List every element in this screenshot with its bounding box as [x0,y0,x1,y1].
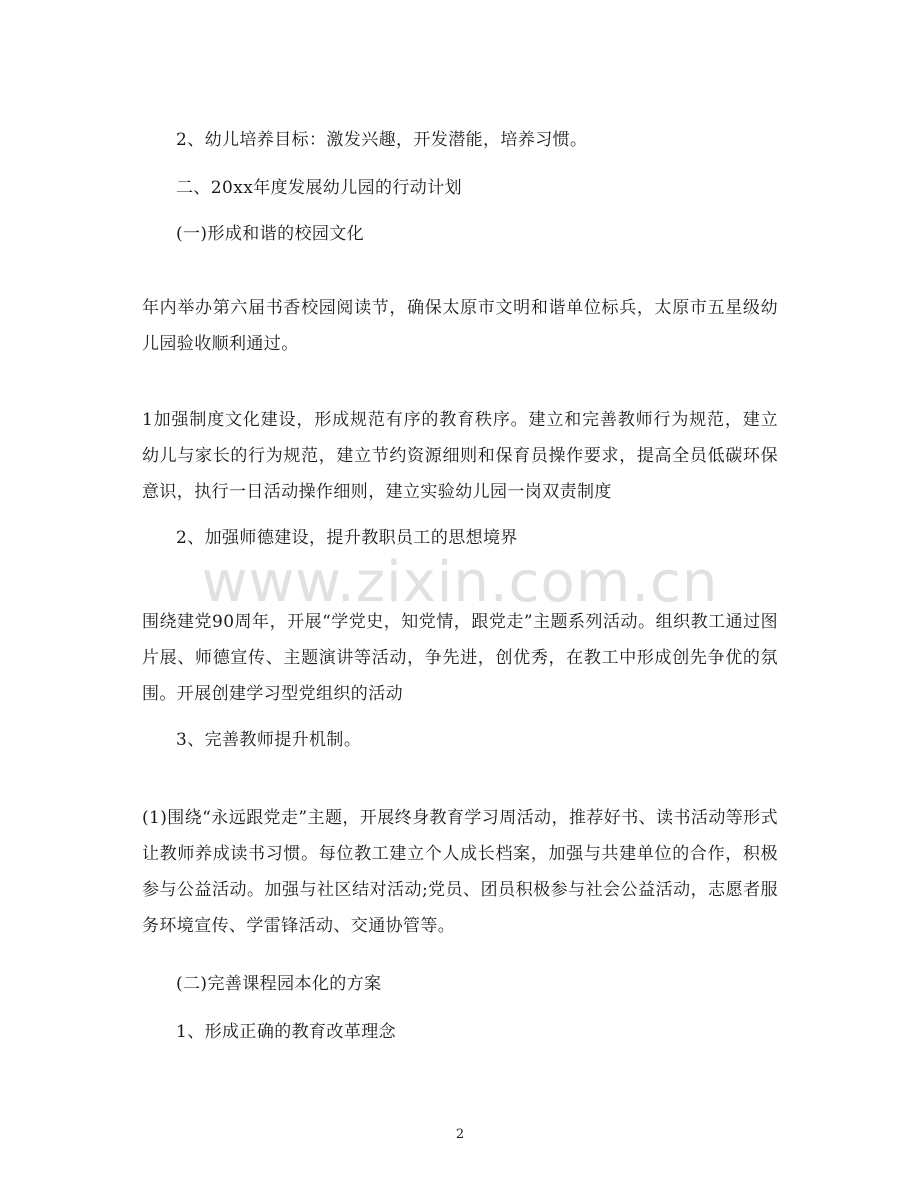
item-heading-reform-concept: 1、形成正确的教育改革理念 [176,1022,397,1042]
subsection-heading: (一)形成和谐的校园文化 [176,224,365,244]
item-heading-ethics: 2、加强师德建设，提升教职员工的思想境界 [176,528,518,548]
watermark: www.zixin.com.cn [201,550,719,615]
page-number: 2 [455,1127,465,1142]
paragraph-party-activities: 围绕建党90周年，开展“学党史，知党情，跟党走”主题系列活动。组织教工通过图片展、师德宣传、主题演讲等活动，争先进，创优秀，在教工中形成创先争优的氛围。开展创建学习型党组织的活动 [142,612,778,704]
section-heading: 二、20xx年度发展幼儿园的行动计划 [176,178,463,198]
paragraph-system-culture: 1加强制度文化建设，形成规范有序的教育秩序。建立和完善教师行为规范，建立幼儿与家长的行为规范，建立节约资源细则和保育员操作要求，提高全员低碳环保意识，执行一日活动操作细则，建立实验幼儿园一岗双责制度 [142,410,778,502]
goal-line: 2、幼儿培养目标：激发兴趣，开发潜能，培养习惯。 [176,130,588,150]
paragraph-reading-festival: 年内举办第六届书香校园阅读节，确保太原市文明和谐单位标兵，太原市五星级幼儿园验收顺利通过。 [142,298,778,354]
subsection-heading-curriculum: (二)完善课程园本化的方案 [176,974,382,994]
item-heading-teacher-mechanism: 3、完善教师提升机制。 [176,730,362,750]
paragraph-lifelong-learning: (1)围绕“永远跟党走”主题，开展终身教育学习周活动，推荐好书、读书活动等形式让教师养成读书习惯。每位教工建立个人成长档案，加强与共建单位的合作，积极参与公益活动。加强与社区结对活动;党员、团员积极参与社会公益活动，志愿者服务环境宣传、学雷锋活动、交通协管等。 [142,808,778,936]
